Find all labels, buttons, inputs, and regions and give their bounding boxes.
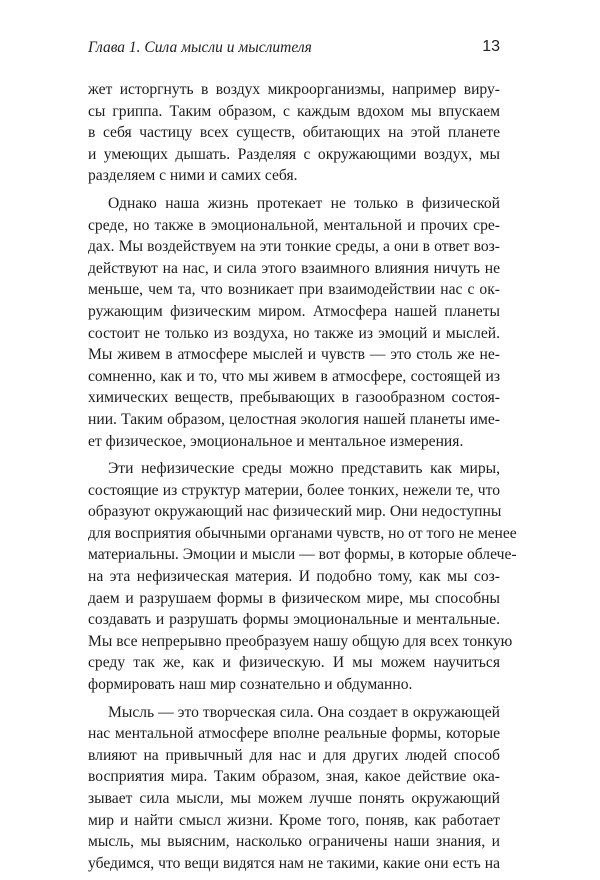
text-line: среду так же, как и физическую. И мы можем научиться: [88, 654, 500, 672]
text-line: разделяем с ними и самих себя.: [88, 167, 298, 185]
text-line: химических веществ, пребывающих в газообразном состоя-: [88, 389, 500, 407]
paragraph: [88, 458, 517, 696]
text-line: ружающим физическим миром. Атмосфера нашей планеты: [88, 302, 500, 320]
text-line: материальны. Эмоции и мысли — вот формы, в которые облече-: [88, 546, 517, 564]
text-line: и умеющих дышать. Разделяя с окружающими воздух, мы: [88, 145, 500, 163]
text-line: состоящие из структур материи, более тонких, нежели те, что: [88, 481, 500, 499]
text-line: мир и найти смысл жизни. Кроме того, поняв, как работает: [88, 811, 500, 829]
text-line: мысль, мы выясним, насколько ограничены наши знания, и: [88, 833, 500, 851]
text-line: влияют на привычный для нас и для других людей способ: [88, 746, 500, 764]
text-line: сы гриппа. Таким образом, с каждым вдохом мы впускаем: [88, 102, 500, 120]
text-line: восприятия мира. Таким образом, зная, какое действие ока-: [88, 768, 500, 786]
text-line: нас ментальной атмосфере вполне реальные формы, которые: [88, 725, 500, 743]
text-line: меньше, чем та, что возникает при взаимодействии нас с ок-: [88, 281, 500, 299]
chapter-title: Глава 1. Сила мысли и мыслителя: [88, 39, 312, 56]
paragraph: [88, 702, 500, 875]
text-line: состоит не только из воздуха, но также из эмоций и мыслей.: [88, 324, 500, 342]
text-line: формировать наш мир сознательно и обдуманно.: [88, 676, 413, 694]
text-line: для восприятия обычными органами чувств, но от того не менее: [88, 524, 517, 542]
text-line: Мы все непрерывно преобразуем нашу общую для всех тонкую: [88, 632, 513, 650]
text-line: зывает сила мысли, мы можем лучше понять окружающий: [88, 790, 500, 807]
paragraph: [88, 193, 500, 452]
text-line: Мысль — это творческая сила. Она создает в окружающей: [108, 703, 500, 721]
page-number: 13: [482, 38, 500, 55]
text-line: сомненно, как и то, что мы живем в атмосфере, состоящей из: [88, 367, 500, 385]
text-line: жет исторгнуть в воздух микроорганизмы, например виру-: [88, 81, 500, 98]
text-line: на эта нефизическая материя. И подобно тому, как мы соз-: [88, 568, 500, 586]
text-line: Мы живем в атмосфере мыслей и чувств — это столь же не-: [88, 346, 500, 364]
body-text: [88, 79, 517, 880]
text-line: образуют окружающий нас физический мир. Они недоступны: [88, 503, 502, 521]
running-header: [88, 38, 500, 60]
text-line: ет физическое, эмоциональное и ментальное измерения.: [88, 432, 464, 450]
text-line: убедимся, что вещи видятся нам не такими, какие они есть на: [88, 854, 500, 872]
text-line: создавать и разрушать формы эмоциональные и ментальные.: [88, 611, 500, 629]
text-line: Однако наша жизнь протекает не только в физической: [108, 194, 500, 212]
paragraph: [88, 79, 500, 187]
text-line: даем и разрушаем формы в физическом мире, мы способны: [88, 589, 500, 607]
text-line: действуют на нас, и сила этого взаимного влияния ничуть не: [88, 259, 500, 277]
text-line: дах. Мы воздействуем на эти тонкие среды, а они в ответ воз-: [88, 238, 500, 256]
text-line: в себя частицу всех существ, обитающих на этой планете: [88, 124, 500, 142]
text-line: нии. Таким образом, целостная экология нашей планеты име-: [88, 410, 500, 428]
text-line: Эти нефизические среды можно представить как миры,: [108, 460, 500, 478]
text-line: среде, но также в эмоциональной, ментальной и прочих сре-: [88, 216, 500, 234]
